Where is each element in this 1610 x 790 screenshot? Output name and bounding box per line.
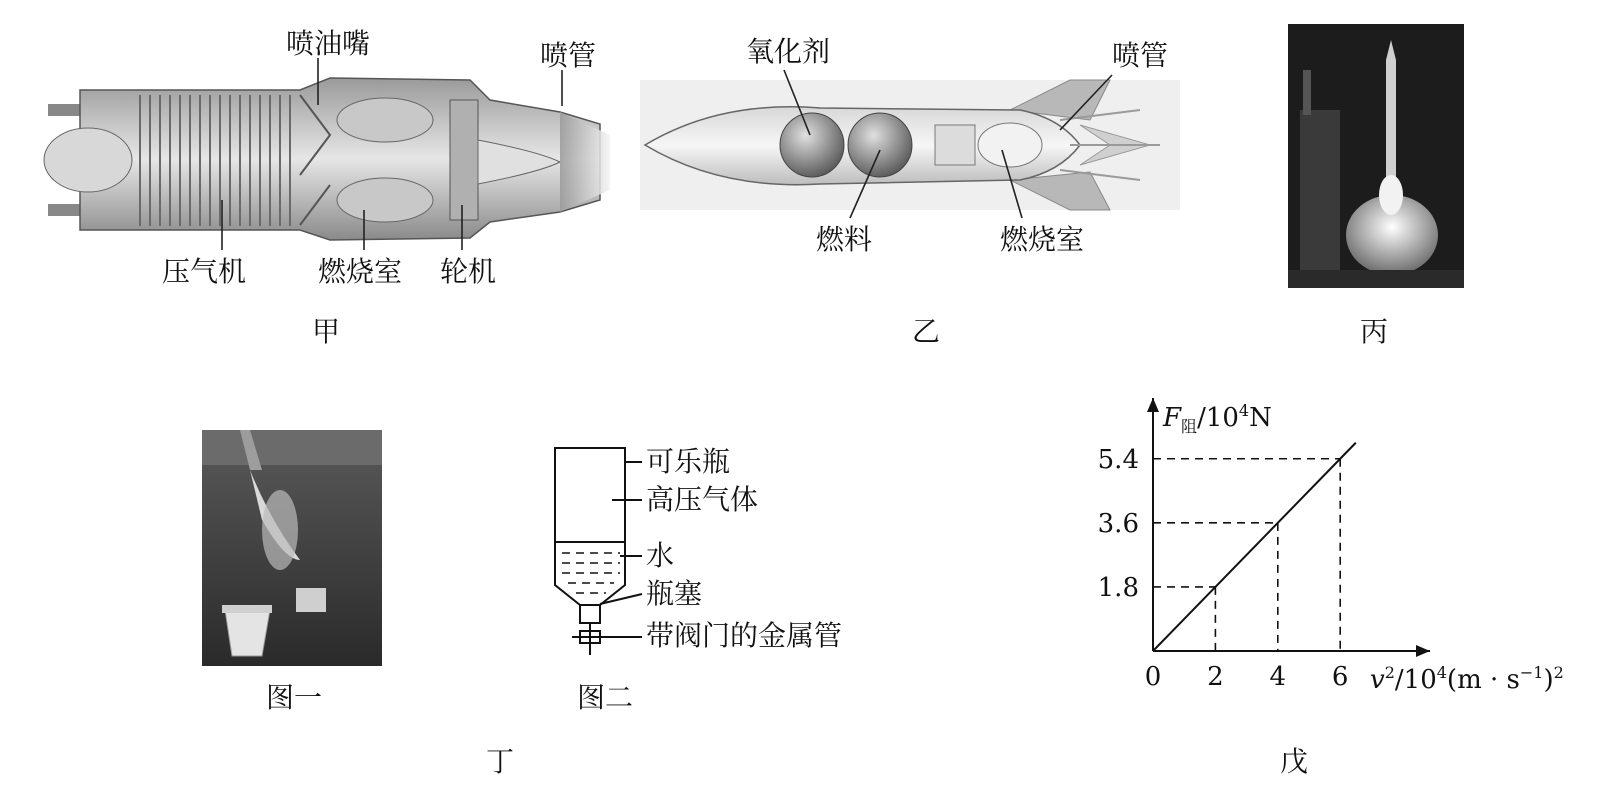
- caption-yi: 乙: [912, 315, 941, 348]
- label-combustor: 燃烧室: [318, 255, 403, 288]
- launch-photo: [1288, 24, 1464, 288]
- caption-bing: 丙: [1360, 315, 1389, 348]
- bottle-schematic: [555, 448, 642, 655]
- x-tick-label: 4: [1269, 662, 1287, 692]
- label-high-pressure-gas: 高压气体: [646, 483, 759, 516]
- x-axis-title: $v^2/10^4(m \cdot s^{-1})^2$: [1370, 663, 1564, 695]
- label-valve-tube: 带阀门的金属管: [646, 619, 843, 652]
- jet-engine-body: [44, 78, 610, 240]
- y-axis-arrow: [1147, 398, 1159, 412]
- series-line: [1153, 443, 1356, 651]
- y-tick-label: 3.6: [1097, 508, 1139, 539]
- drag-force-chart: [1098, 398, 1564, 695]
- label-water: 水: [646, 539, 675, 572]
- rocket-drawing: [640, 80, 1180, 210]
- caption-ding: 丁: [486, 745, 515, 778]
- x-tick-label: 0: [1144, 662, 1162, 692]
- label-jet-nozzle: 喷管: [540, 39, 597, 72]
- x-tick-label: 2: [1207, 662, 1224, 692]
- caption-sub-figure-1: 图一: [266, 681, 323, 714]
- cola-bottle-outline: [555, 448, 625, 605]
- bottle-stopper: [580, 605, 600, 623]
- label-rocket-nozzle: 喷管: [1112, 39, 1169, 72]
- label-fuel: 燃料: [816, 223, 873, 256]
- label-oxidizer: 氧化剂: [746, 35, 831, 68]
- label-cola-bottle: 可乐瓶: [646, 445, 731, 478]
- y-axis-title: $F_阻/10^4N$: [1163, 401, 1272, 436]
- label-compressor: 压气机: [162, 255, 247, 288]
- label-stopper: 瓶塞: [646, 577, 703, 610]
- label-turbine: 轮机: [440, 255, 497, 288]
- y-tick-label: 5.4: [1097, 444, 1139, 475]
- label-rocket-combustor: 燃烧室: [1000, 223, 1085, 256]
- caption-jia: 甲: [312, 315, 341, 348]
- label-fuel-nozzle: 喷油嘴: [286, 27, 371, 60]
- x-axis-arrow: [1416, 645, 1430, 657]
- x-tick-label: 6: [1331, 662, 1349, 692]
- y-tick-label: 1.8: [1097, 572, 1139, 603]
- caption-wu: 戊: [1280, 745, 1309, 778]
- caption-sub-figure-2: 图二: [577, 681, 634, 714]
- water-rocket-photo: [202, 430, 382, 666]
